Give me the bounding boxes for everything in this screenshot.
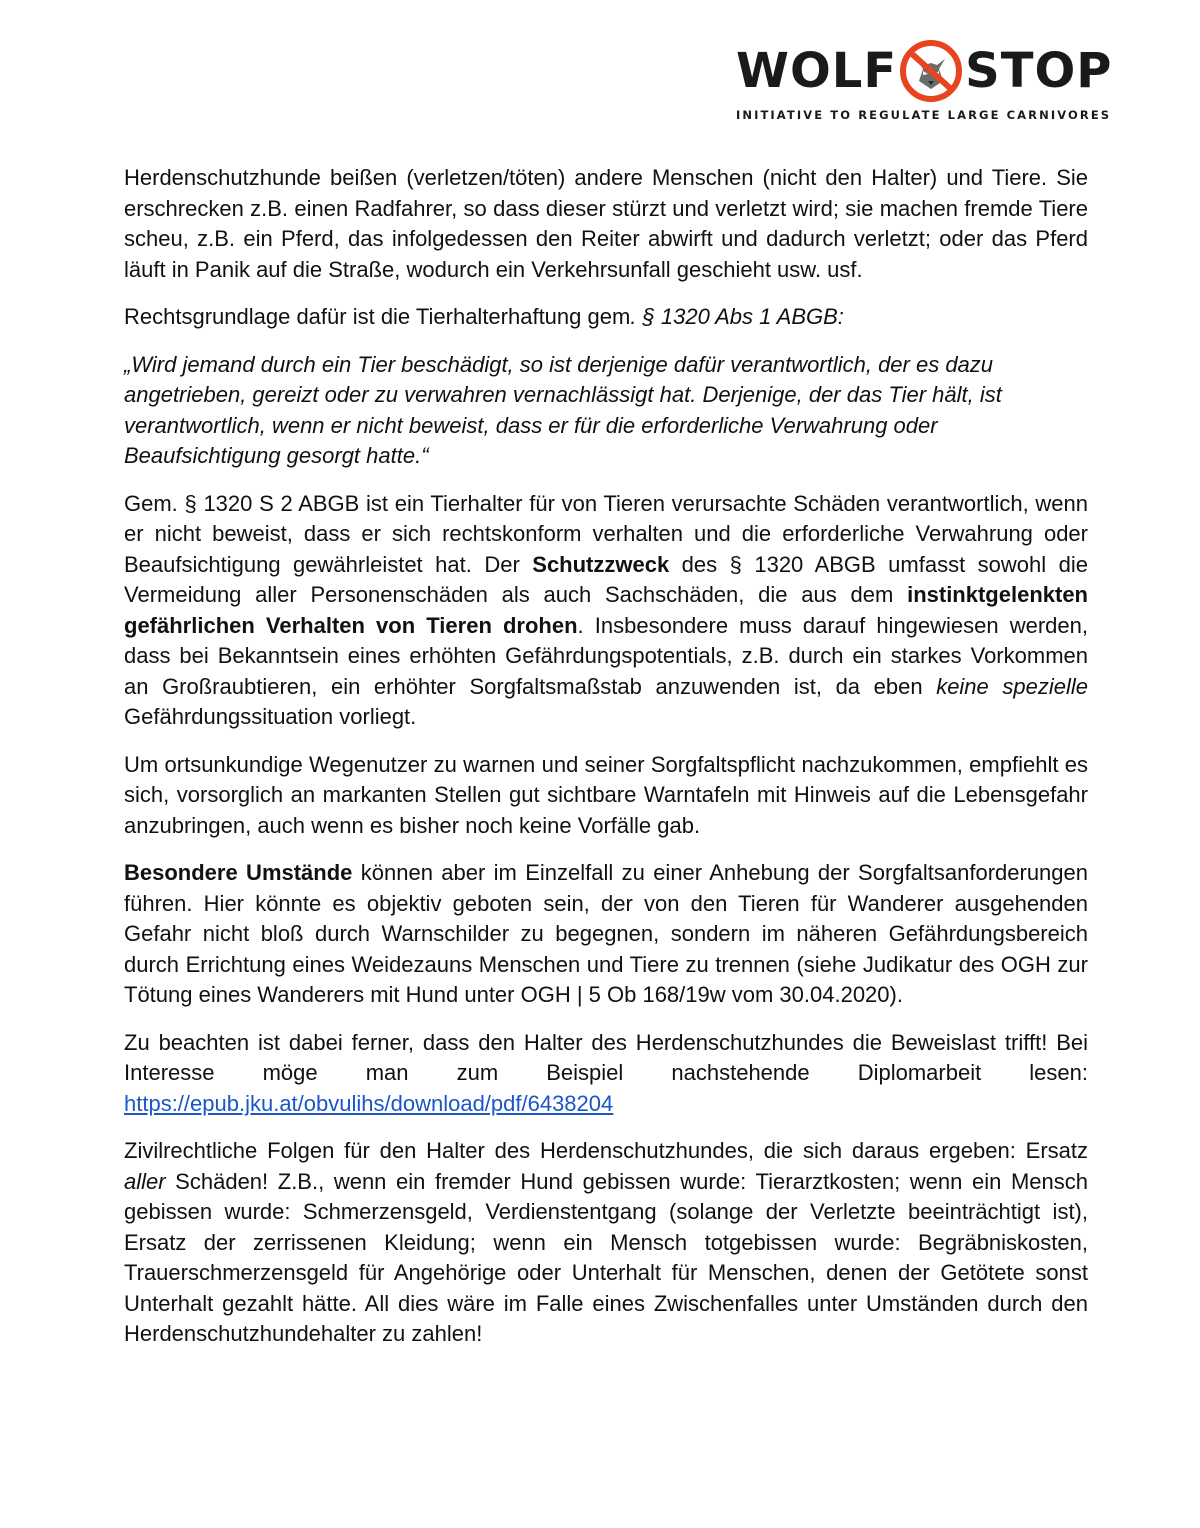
paragraph-2: [124, 302, 1088, 333]
logo-word-stop: STOP: [965, 43, 1113, 99]
diplomarbeit-link[interactable]: https://epub.jku.at/obvulihs/download/pdf/6438204: [124, 1090, 614, 1116]
logo-word-wolf: WOLF: [736, 43, 898, 99]
paragraph-6: [124, 1028, 1088, 1120]
p3-text-2: des § 1320 ABGB umfasst sowohl die Vermeidung aller Personenschäden als auch Sachschäden, die aus dem: [124, 551, 1089, 607]
p5-bold-umstaende: Besondere Umstände: [124, 860, 353, 885]
p5-text-1: können aber im Einzelfall zu einer Anhebung der Sorgfaltsanforderungen führen. Hier könnte es objektiv geboten sein, der von den Tieren für Wanderer ausgehenden Gefahr nicht bloß durch Warnschilder zu begegnen, sondern im näheren Gefährdungsbereich durch Errichtung eines Weidezauns Menschen und Tiere zu trennen (siehe Judikatur des OGH zur Tötung eines Wanderers mit Hund unter OGH | 5 Ob 168/19w vom 30.04.2020).: [124, 860, 1088, 1007]
p7-text-2: Schäden! Z.B., wenn ein fremder Hund gebissen wurde: Tierarztkosten; wenn ein Mensch gebissen wurde: Schmerzensgeld, Verdienstentgang (solange der Verletzte beeinträchtigt ist), Ersatz der zerrissenen Kleidung; wenn ein Mensch totgebissen wurde: Begräbniskosten, Trauerschmerzensgeld für Angehörige oder Unterhalt für Menschen, denen der Getötete sonst Unterhalt gezahlt hätte. All dies wäre im Falle eines Zwischenfalles unter Umständen durch den Herdenschutzhundehalter zu zahlen!: [124, 1168, 1088, 1346]
paragraph-4: Um ortsunkundige Wegenutzer zu warnen und seiner Sorgfaltspflicht nachzukommen, empfiehlt es sich, vorsorglich an markanten Stellen gut sichtbare Warntafeln mit Hinweis auf die Lebensgefahr anzubringen, auch wenn es bisher noch keine Vorfälle gab.: [124, 751, 1088, 838]
crossed-out-wolf-icon: [899, 39, 963, 103]
p3-italic: keine spezielle: [936, 673, 1088, 699]
p3-text-3: . Insbesondere muss darauf hingewiesen werden, dass bei Bekanntsein eines erhöhten Gefährdungspotentials, z.B. durch ein starkes Vorkommen an Großraubtieren, ein erhöhter Sorgfaltsmaßstab anzuwenden ist, da eben: [124, 612, 1089, 699]
logo-tagline: INITIATIVE TO REGULATE LARGE CARNIVORES: [736, 108, 1112, 122]
p3-bold-schutzzweck: Schutzzweck: [532, 551, 670, 577]
paragraph-3: [124, 489, 1088, 733]
p3-text-1: Gem. § 1320 S 2 ABGB ist ein Tierhalter für von Tieren verursachte Schäden verantwortlich, wenn er nicht beweist, dass er sich rechtskonform verhalten und die erforderliche Verwahrung oder Beaufsichtigung gewährleistet hat. Der: [124, 490, 1088, 577]
paragraph-1: Herdenschutzhunde beißen (verletzen/töten) andere Menschen (nicht den Halter) und Tiere. Sie erschrecken z.B. einen Radfahrer, so dass dieser stürzt und verletzt wird; sie machen fremde Tiere scheu, z.B. ein Pferd, das infolgedessen den Reiter abwirft und dadurch verletzt; oder das Pferd läuft in Panik auf die Straße, wodurch ein Verkehrsunfall geschieht usw. usf.: [124, 165, 1088, 282]
p7-italic: aller: [124, 1168, 166, 1194]
legal-quote: „Wird jemand durch ein Tier beschädigt, so ist derjenige dafür verantwortlich, der es dazu angetrieben, gereizt oder zu verwahren vernachlässigt hat. Derjenige, der das Tier hält, ist verantwortlich, wenn er nicht beweist, dass er für die erforderliche Verwahrung oder Beaufsichtigung gesorgt hatte.“: [124, 351, 1002, 468]
p3-bold-instinkt: instinktgelenkten gefährlichen Verhalten von Tieren drohen: [124, 582, 1088, 638]
document-body: [124, 163, 1088, 1367]
p7-text-1: Zivilrechtliche Folgen für den Halter des Herdenschutzhundes, die sich daraus ergeben: Ersatz: [124, 1138, 1088, 1163]
paragraph-7: [124, 1136, 1088, 1350]
wolfstop-logo: [736, 38, 1113, 130]
paragraph-2-citation: . § 1320 Abs 1 ABGB:: [630, 304, 844, 329]
logo-wordmark: [736, 38, 1113, 104]
p3-text-4: Gefährdungssituation vorliegt.: [124, 704, 417, 729]
paragraph-5: [124, 858, 1088, 1011]
p6-text-1: Zu beachten ist dabei ferner, dass den Halter des Herdenschutzhundes die Beweislast trifft! Bei Interesse möge man zum Beispiel nachstehende Diplomarbeit lesen:: [124, 1029, 1088, 1085]
paragraph-2-text: Rechtsgrundlage dafür ist die Tierhalterhaftung gem: [124, 304, 631, 329]
